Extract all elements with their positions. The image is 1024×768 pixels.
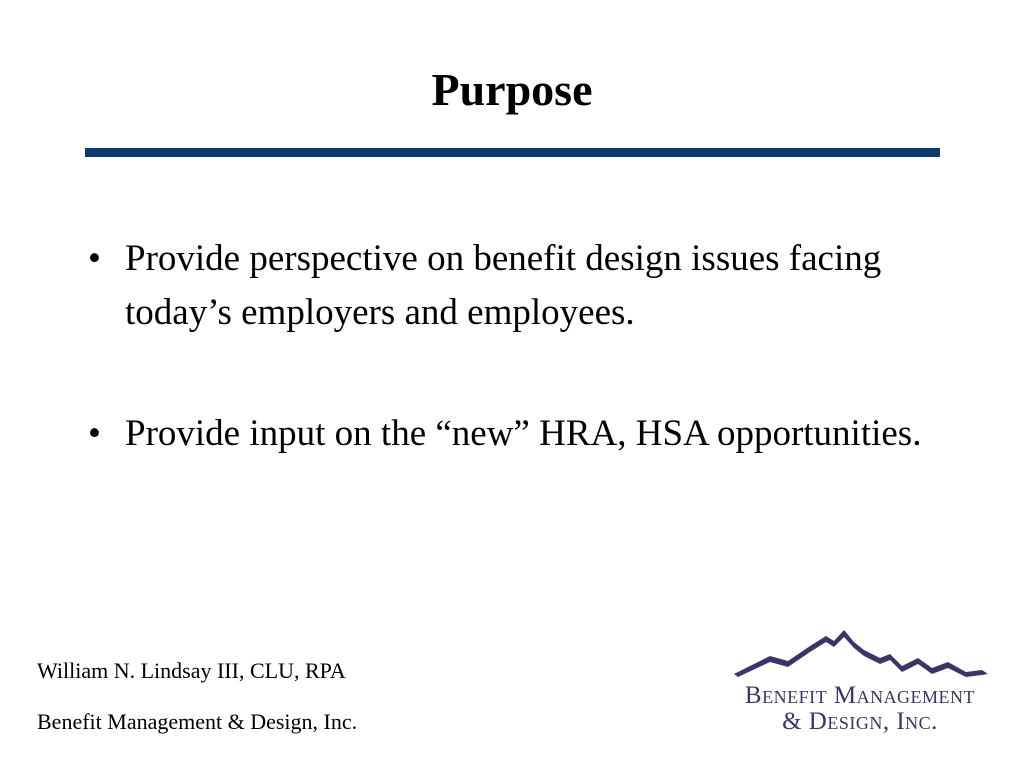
company-logo (730, 628, 990, 743)
mountain-range-icon (730, 628, 990, 683)
bullet-list (85, 232, 955, 528)
bullet-text: Provide input on the “new” HRA, HSA opportunities. (125, 413, 922, 454)
logo-text-line-1: Benefit Management (744, 682, 976, 709)
footer-company: Benefit Management & Design, Inc. (37, 709, 358, 734)
bullet-marker: • (88, 413, 101, 454)
footer-author: William N. Lindsay III, CLU, RPA (37, 658, 346, 683)
slide-title: Purpose (431, 64, 593, 115)
title-divider (85, 148, 940, 157)
bullet-marker: • (88, 238, 101, 279)
logo-text-line-2: & Design, Inc. (782, 708, 938, 735)
bullet-text: Provide perspective on benefit design issues facing today’s employers and employees. (125, 238, 882, 333)
bullet-item (85, 232, 955, 340)
bullet-item (85, 407, 955, 461)
